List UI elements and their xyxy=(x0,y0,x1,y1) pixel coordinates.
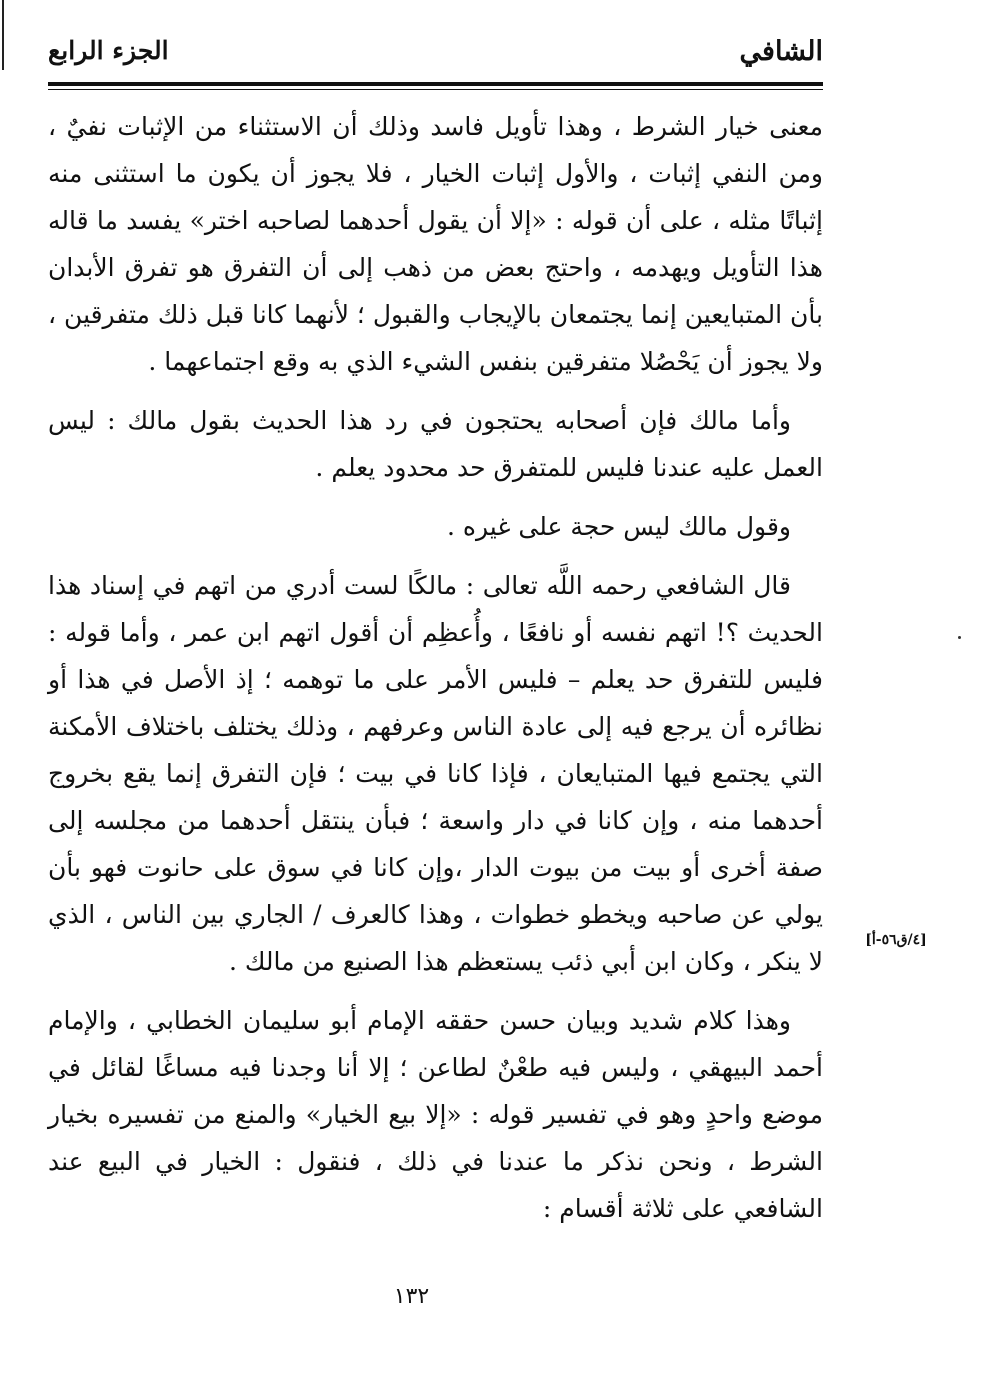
manuscript-folio-note: [٤/ق٥٦-أ] xyxy=(865,932,927,948)
paragraph: قال الشافعي رحمه اللَّه تعالى : مالكًا لست أدري من اتهم في إسناد هذا الحديث ؟! اتهم نفسه أو نافعًا ، وأُعظِم أن أقول اتهم ابن عمر ، وأما قوله : فليس للتفرق حد يعلم – فليس الأمر على ما توهمه ؛ إذ الأصل في هذا أو نظائره أن يرجع فيه إلى عادة الناس وعرفهم ، وذلك يختلف باختلاف الأمكنة التي يجتمع فيها المتبايعان ، فإذا كانا في بيت ؛ فإن التفرق إنما يقع بخروج أحدهما منه ، وإن كانا في دار واسعة ؛ فبأن ينتقل أحدهما من مجلسه إلى صفة أخرى أو بيت من بيوت الدار ،وإن كانا في سوق على حانوت فهو بأن يولي عن صاحبه ويخطو خطوات ، وهذا كالعرف / الجاري بين الناس ، الذي لا ينكر ، وكان ابن أبي ذئب يستعظم هذا الصنيع من مالك . xyxy=(48,571,823,976)
main-text xyxy=(48,103,823,1244)
scan-speck xyxy=(958,636,961,639)
header-volume-label: الجزء الرابع xyxy=(48,36,169,65)
header-rule-thick xyxy=(48,82,823,86)
paragraph: وأما مالك فإن أصحابه يحتجون في رد هذا الحديث بقول مالك : ليس العمل عليه عندنا فليس للمتفرق حد محدود يعلم . xyxy=(48,406,823,482)
page-number: ١٣٢ xyxy=(393,1284,430,1309)
paragraph: وقول مالك ليس حجة على غيره . xyxy=(447,512,791,541)
header-book-title: الشافي xyxy=(739,36,823,67)
header-rule-thin xyxy=(48,89,823,90)
paragraph: وهذا كلام شديد وبيان حسن حققه الإمام أبو سليمان الخطابي ، والإمام أحمد البيهقي ، وليس فيه طعْنٌ لطاعن ؛ إلا أنا وجدنا فيه مساغًا لقائل في موضع واحدٍ وهو في تفسير قوله : «إلا بيع الخيار» والمنع من تفسيره بخيار الشرط ، ونحن نذكر ما عندنا في ذلك ، فنقول : الخيار في البيع عند الشافعي على ثلاثة أقسام : xyxy=(48,1006,823,1223)
page-edge-line xyxy=(2,0,4,70)
paragraph: معنى خيار الشرط ، وهذا تأويل فاسد وذلك أن الاستثناء من الإثبات نفيٌ ، ومن النفي إثبات ، والأول إثبات الخيار ، فلا يجوز أن يكون ما استثنى منه إثباتًا مثله ، على أن قوله : «إلا أن يقول أحدهما لصاحبه اختر» يفسد ما قاله هذا التأويل ويهدمه ، واحتج بعض من ذهب إلى أن التفرق هو تفرق الأبدان بأن المتبايعين إنما يجتمعان بالإيجاب والقبول ؛ لأنهما كانا قبل ذلك متفرقين ، ولا يجوز أن يَحْصُلا متفرقين بنفس الشيء الذي به وقع اجتماعهما . xyxy=(48,112,823,376)
running-header xyxy=(48,34,823,80)
